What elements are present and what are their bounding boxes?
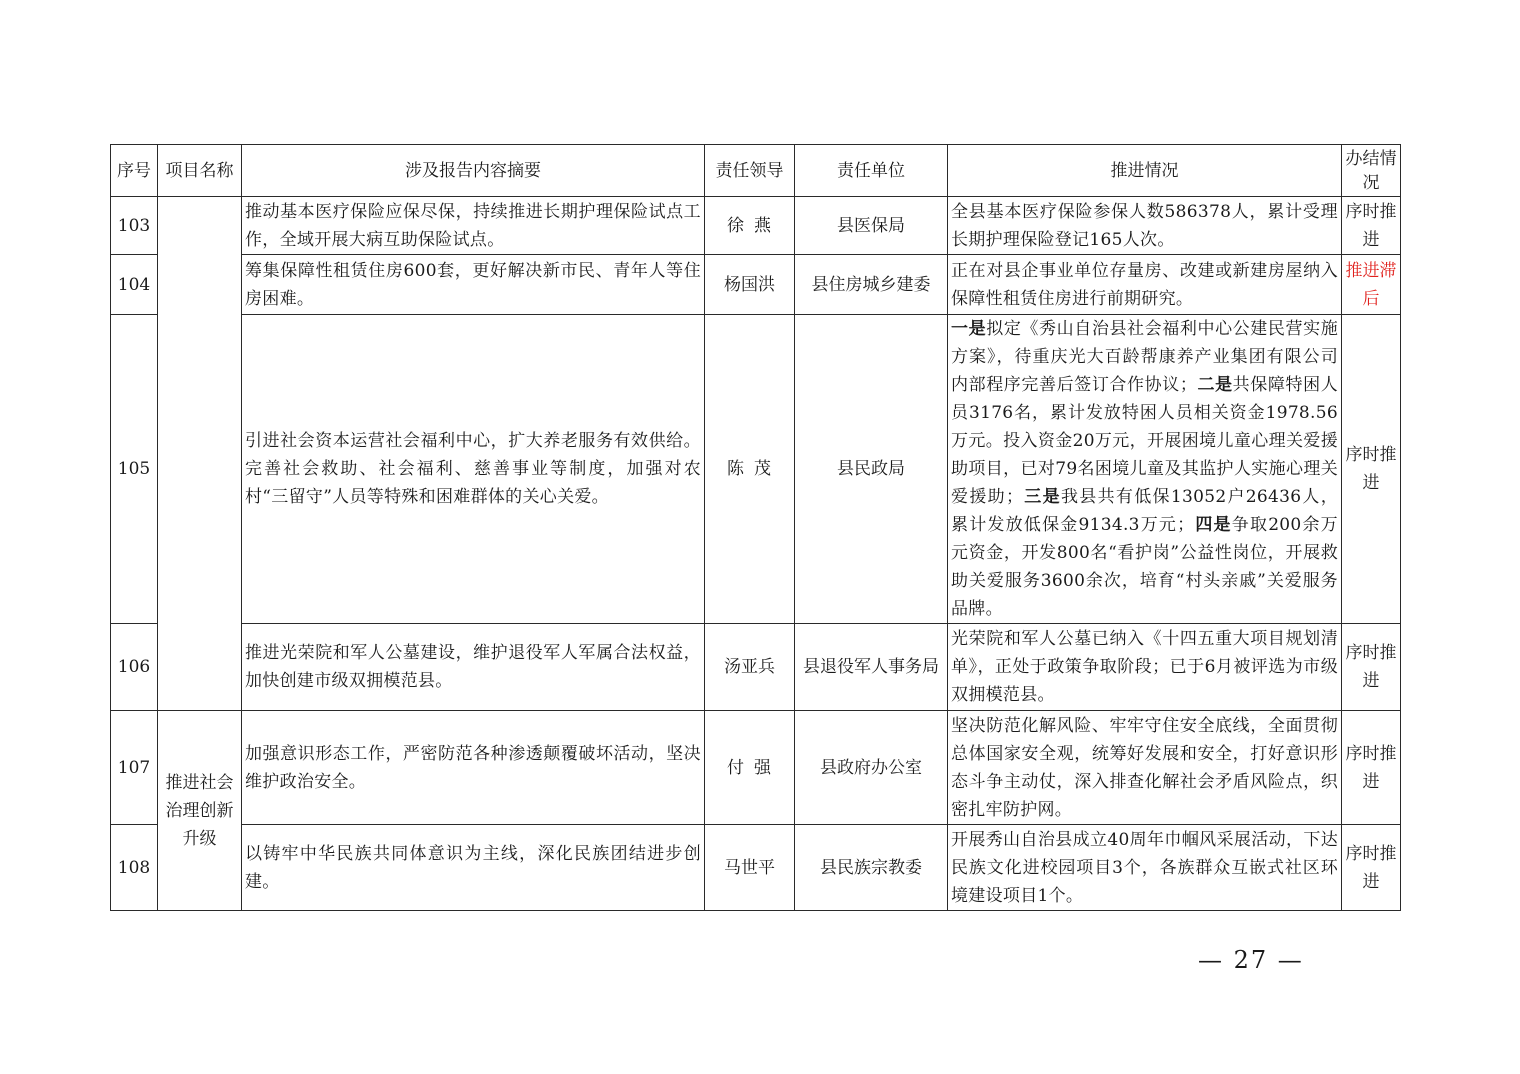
- header-seq: 序号: [111, 145, 158, 197]
- header-status: 办结情况: [1342, 145, 1401, 197]
- page-number: — 27 —: [1198, 946, 1304, 974]
- table-row: [111, 624, 1401, 711]
- row-summary: 加强意识形态工作，严密防范各种渗透颠覆破坏活动，坚决维护政治安全。: [242, 711, 705, 825]
- row-unit: 县民族宗教委: [795, 825, 948, 911]
- row-leader: 马世平: [705, 825, 795, 911]
- row-leader: 付强: [705, 711, 795, 825]
- row-summary: 引进社会资本运营社会福利中心，扩大养老服务有效供给。完善社会救助、社会福利、慈善事业等制度，加强对农村“三留守”人员等特殊和困难群体的关心关爱。: [242, 315, 705, 624]
- row-seq: 104: [111, 255, 158, 315]
- header-unit: 责任单位: [795, 145, 948, 197]
- row-unit: 县医保局: [795, 197, 948, 255]
- row-progress: 全县基本医疗保险参保人数586378人，累计受理长期护理保险登记165人次。: [948, 197, 1342, 255]
- table-row: [111, 315, 1401, 624]
- table-header-row: [111, 145, 1401, 197]
- project-name-cell: 推进社会治理创新升级: [158, 711, 242, 911]
- row-unit: 县退役军人事务局: [795, 624, 948, 711]
- row-summary: 推进光荣院和军人公墓建设，维护退役军人军属合法权益，加快创建市级双拥模范县。: [242, 624, 705, 711]
- row-summary: 以铸牢中华民族共同体意识为主线，深化民族团结进步创建。: [242, 825, 705, 911]
- table-row: [111, 825, 1401, 911]
- header-progress: 推进情况: [948, 145, 1342, 197]
- row-seq: 106: [111, 624, 158, 711]
- row-status: 序时推进: [1342, 197, 1401, 255]
- progress-lead-2: 二是: [1197, 375, 1233, 395]
- row-status: 序时推进: [1342, 711, 1401, 825]
- row-unit: 县住房城乡建委: [795, 255, 948, 315]
- header-leader: 责任领导: [705, 145, 795, 197]
- report-table: [110, 144, 1401, 911]
- progress-text-4: 争取200余万元资金，开发800名“看护岗”公益性岗位，开展救助关爱服务3600余次，培育“村头亲戚”关爱服务品牌。: [951, 515, 1338, 619]
- row-leader: 杨国洪: [705, 255, 795, 315]
- row-progress: 坚决防范化解风险、牢牢守住安全底线，全面贯彻总体国家安全观，统筹好发展和安全，打好意识形态斗争主动仗，深入排查化解社会矛盾风险点，织密扎牢防护网。: [948, 711, 1342, 825]
- table-row: [111, 197, 1401, 255]
- row-progress: [948, 315, 1342, 624]
- row-leader: 陈茂: [705, 315, 795, 624]
- row-status-delayed: 推进滞后: [1342, 255, 1401, 315]
- row-leader: 汤亚兵: [705, 624, 795, 711]
- row-status: 序时推进: [1342, 825, 1401, 911]
- progress-lead-1: 一是: [951, 319, 987, 339]
- progress-text-1: 拟定《秀山自治县社会福利中心公建民营实施方案》，待重庆光大百龄帮康养产业集团有限公司内部程序完善后签订合作协议；: [951, 319, 1338, 395]
- row-leader: 徐燕: [705, 197, 795, 255]
- table-row: [111, 255, 1401, 315]
- row-seq: 103: [111, 197, 158, 255]
- row-progress: 正在对县企事业单位存量房、改建或新建房屋纳入保障性租赁住房进行前期研究。: [948, 255, 1342, 315]
- progress-lead-3: 三是: [1023, 487, 1061, 507]
- header-summary: 涉及报告内容摘要: [242, 145, 705, 197]
- progress-text-2: 共保障特困人员3176名，累计发放特困人员相关资金1978.56万元。投入资金20万元，开展困境儿童心理关爱援助项目，已对79名困境儿童及其监护人实施心理关爱援助；: [951, 375, 1338, 507]
- row-progress: 光荣院和军人公墓已纳入《十四五重大项目规划清单》，正处于政策争取阶段；已于6月被评选为市级双拥模范县。: [948, 624, 1342, 711]
- row-unit: 县民政局: [795, 315, 948, 624]
- header-project: 项目名称: [158, 145, 242, 197]
- project-cell-blank: [158, 197, 242, 711]
- row-summary: 推动基本医疗保险应保尽保，持续推进长期护理保险试点工作，全域开展大病互助保险试点。: [242, 197, 705, 255]
- progress-lead-4: 四是: [1194, 515, 1232, 535]
- row-status: 序时推进: [1342, 624, 1401, 711]
- row-status: 序时推进: [1342, 315, 1401, 624]
- row-seq: 107: [111, 711, 158, 825]
- row-seq: 108: [111, 825, 158, 911]
- table-row: [111, 711, 1401, 825]
- row-seq: 105: [111, 315, 158, 624]
- row-progress: 开展秀山自治县成立40周年巾帼风采展活动，下达民族文化进校园项目3个，各族群众互嵌式社区环境建设项目1个。: [948, 825, 1342, 911]
- row-unit: 县政府办公室: [795, 711, 948, 825]
- progress-text-3: 我县共有低保13052户26436人，累计发放低保金9134.3万元；: [951, 487, 1339, 535]
- row-summary: 筹集保障性租赁住房600套，更好解决新市民、青年人等住房困难。: [242, 255, 705, 315]
